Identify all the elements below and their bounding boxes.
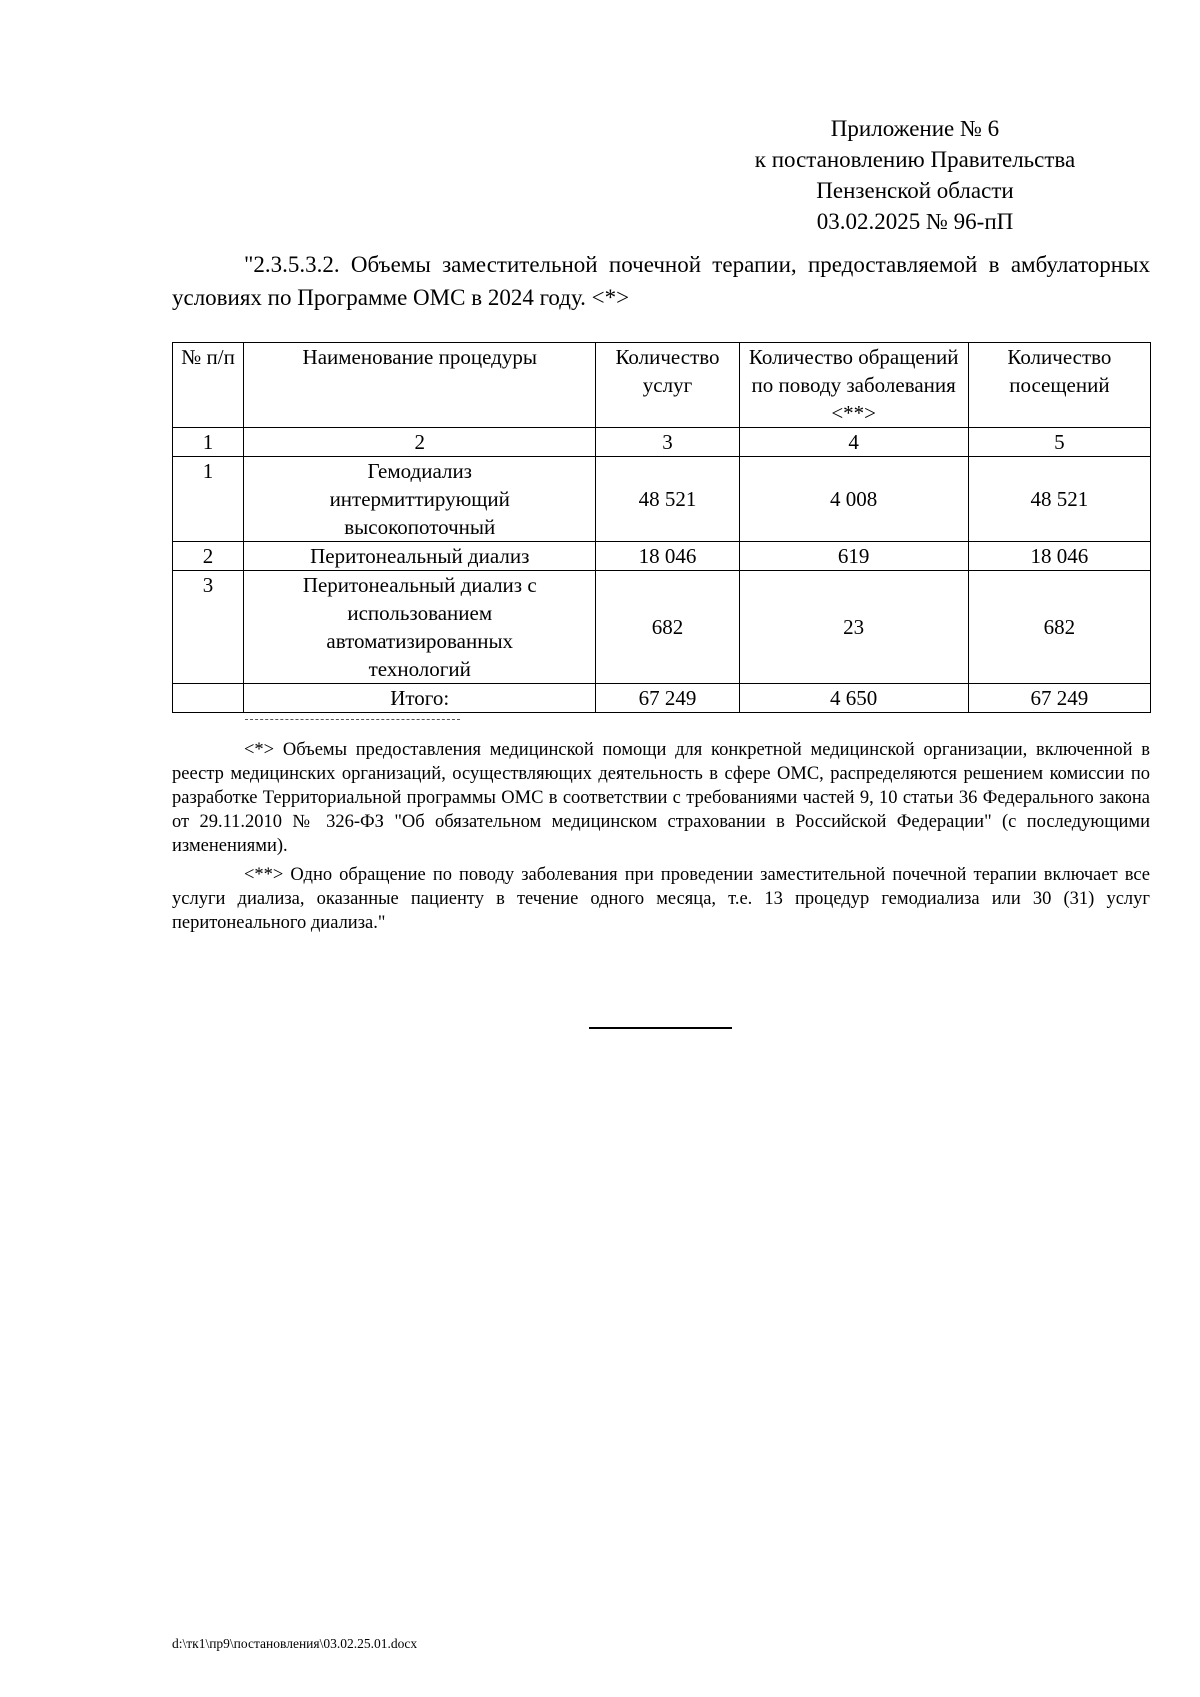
visits-count: 48 521 — [968, 457, 1150, 542]
total-visits: 67 249 — [968, 684, 1150, 713]
procedure-name: Перитонеальный диализ с использованием автоматизированных технологий — [244, 571, 596, 684]
row-number: 2 — [173, 542, 244, 571]
volumes-table — [172, 342, 1151, 713]
appendix-block — [680, 113, 1150, 237]
services-count: 18 046 — [596, 542, 739, 571]
section-heading: "2.3.5.3.2. Объемы заместительной почечной терапии, предоставляемой в амбулаторных условиях по Программе ОМС в 2024 году. <*> — [172, 252, 1150, 310]
services-count: 682 — [596, 571, 739, 684]
visits-count: 18 046 — [968, 542, 1150, 571]
total-label: Итого: — [244, 684, 596, 713]
footnote-separator — [245, 719, 460, 720]
row-number: 1 — [173, 457, 244, 542]
column-number-row — [173, 428, 1151, 457]
header-cell-visits: Количество посещений — [968, 343, 1150, 428]
appendix-title: Приложение № 6 — [830, 116, 1000, 141]
header-cell-services: Количество услуг — [596, 343, 739, 428]
footnote-1: <*> Объемы предоставления медицинской помощи для конкретной медицинской организации, включенной в реестр медицинских организаций, осуществляющих деятельность в сфере ОМС, распределяются решением комиссии по разработке Территориальной программы ОМС в соответствии с требованиями частей 9, 10 статьи 36 Федерального закона от 29.11.2010 № 326-ФЗ "Об обязательном медицинском страховании в Российской Федерации" (с последующими изменениями). — [172, 740, 1150, 856]
total-empty-cell — [173, 684, 244, 713]
procedure-name: Гемодиализ интермиттирующий высокопоточный — [244, 457, 596, 542]
table-row — [173, 457, 1151, 542]
footnote-2: <**> Одно обращение по поводу заболевания при проведении заместительной почечной терапии включает все услуги диализа, оказанные пациенту в течение одного месяца, т.е. 13 процедур гемодиализа или 30 (31) услуг перитонеального диализа." — [172, 865, 1150, 933]
footnotes — [172, 738, 1150, 940]
column-number: 5 — [968, 428, 1150, 457]
column-number: 4 — [739, 428, 968, 457]
footer-file-path: d:\тк1\пр9\постановления\03.02.25.01.docx — [172, 1636, 418, 1651]
table-row — [173, 571, 1151, 684]
table-header-row — [173, 343, 1151, 428]
column-number: 3 — [596, 428, 739, 457]
visits-disease-count: 619 — [739, 542, 968, 571]
services-count: 48 521 — [596, 457, 739, 542]
end-rule — [589, 1027, 732, 1029]
visits-disease-count: 4 008 — [739, 457, 968, 542]
row-number: 3 — [173, 571, 244, 684]
visits-disease-count: 23 — [739, 571, 968, 684]
header-cell-visits-disease: Количество обращений по поводу заболевания <**> — [739, 343, 968, 428]
column-number: 2 — [244, 428, 596, 457]
appendix-reference: к постановлению Правительства — [754, 147, 1076, 172]
table-total-row — [173, 684, 1151, 713]
total-services: 67 249 — [596, 684, 739, 713]
header-cell-procedure: Наименование процедуры — [244, 343, 596, 428]
table-row — [173, 542, 1151, 571]
appendix-date-number: 03.02.2025 № 96-пП — [816, 209, 1014, 234]
visits-count: 682 — [968, 571, 1150, 684]
appendix-region: Пензенской области — [816, 178, 1014, 203]
header-cell-number: № п/п — [173, 343, 244, 428]
procedure-name: Перитонеальный диализ — [244, 542, 596, 571]
total-visits-disease: 4 650 — [739, 684, 968, 713]
column-number: 1 — [173, 428, 244, 457]
